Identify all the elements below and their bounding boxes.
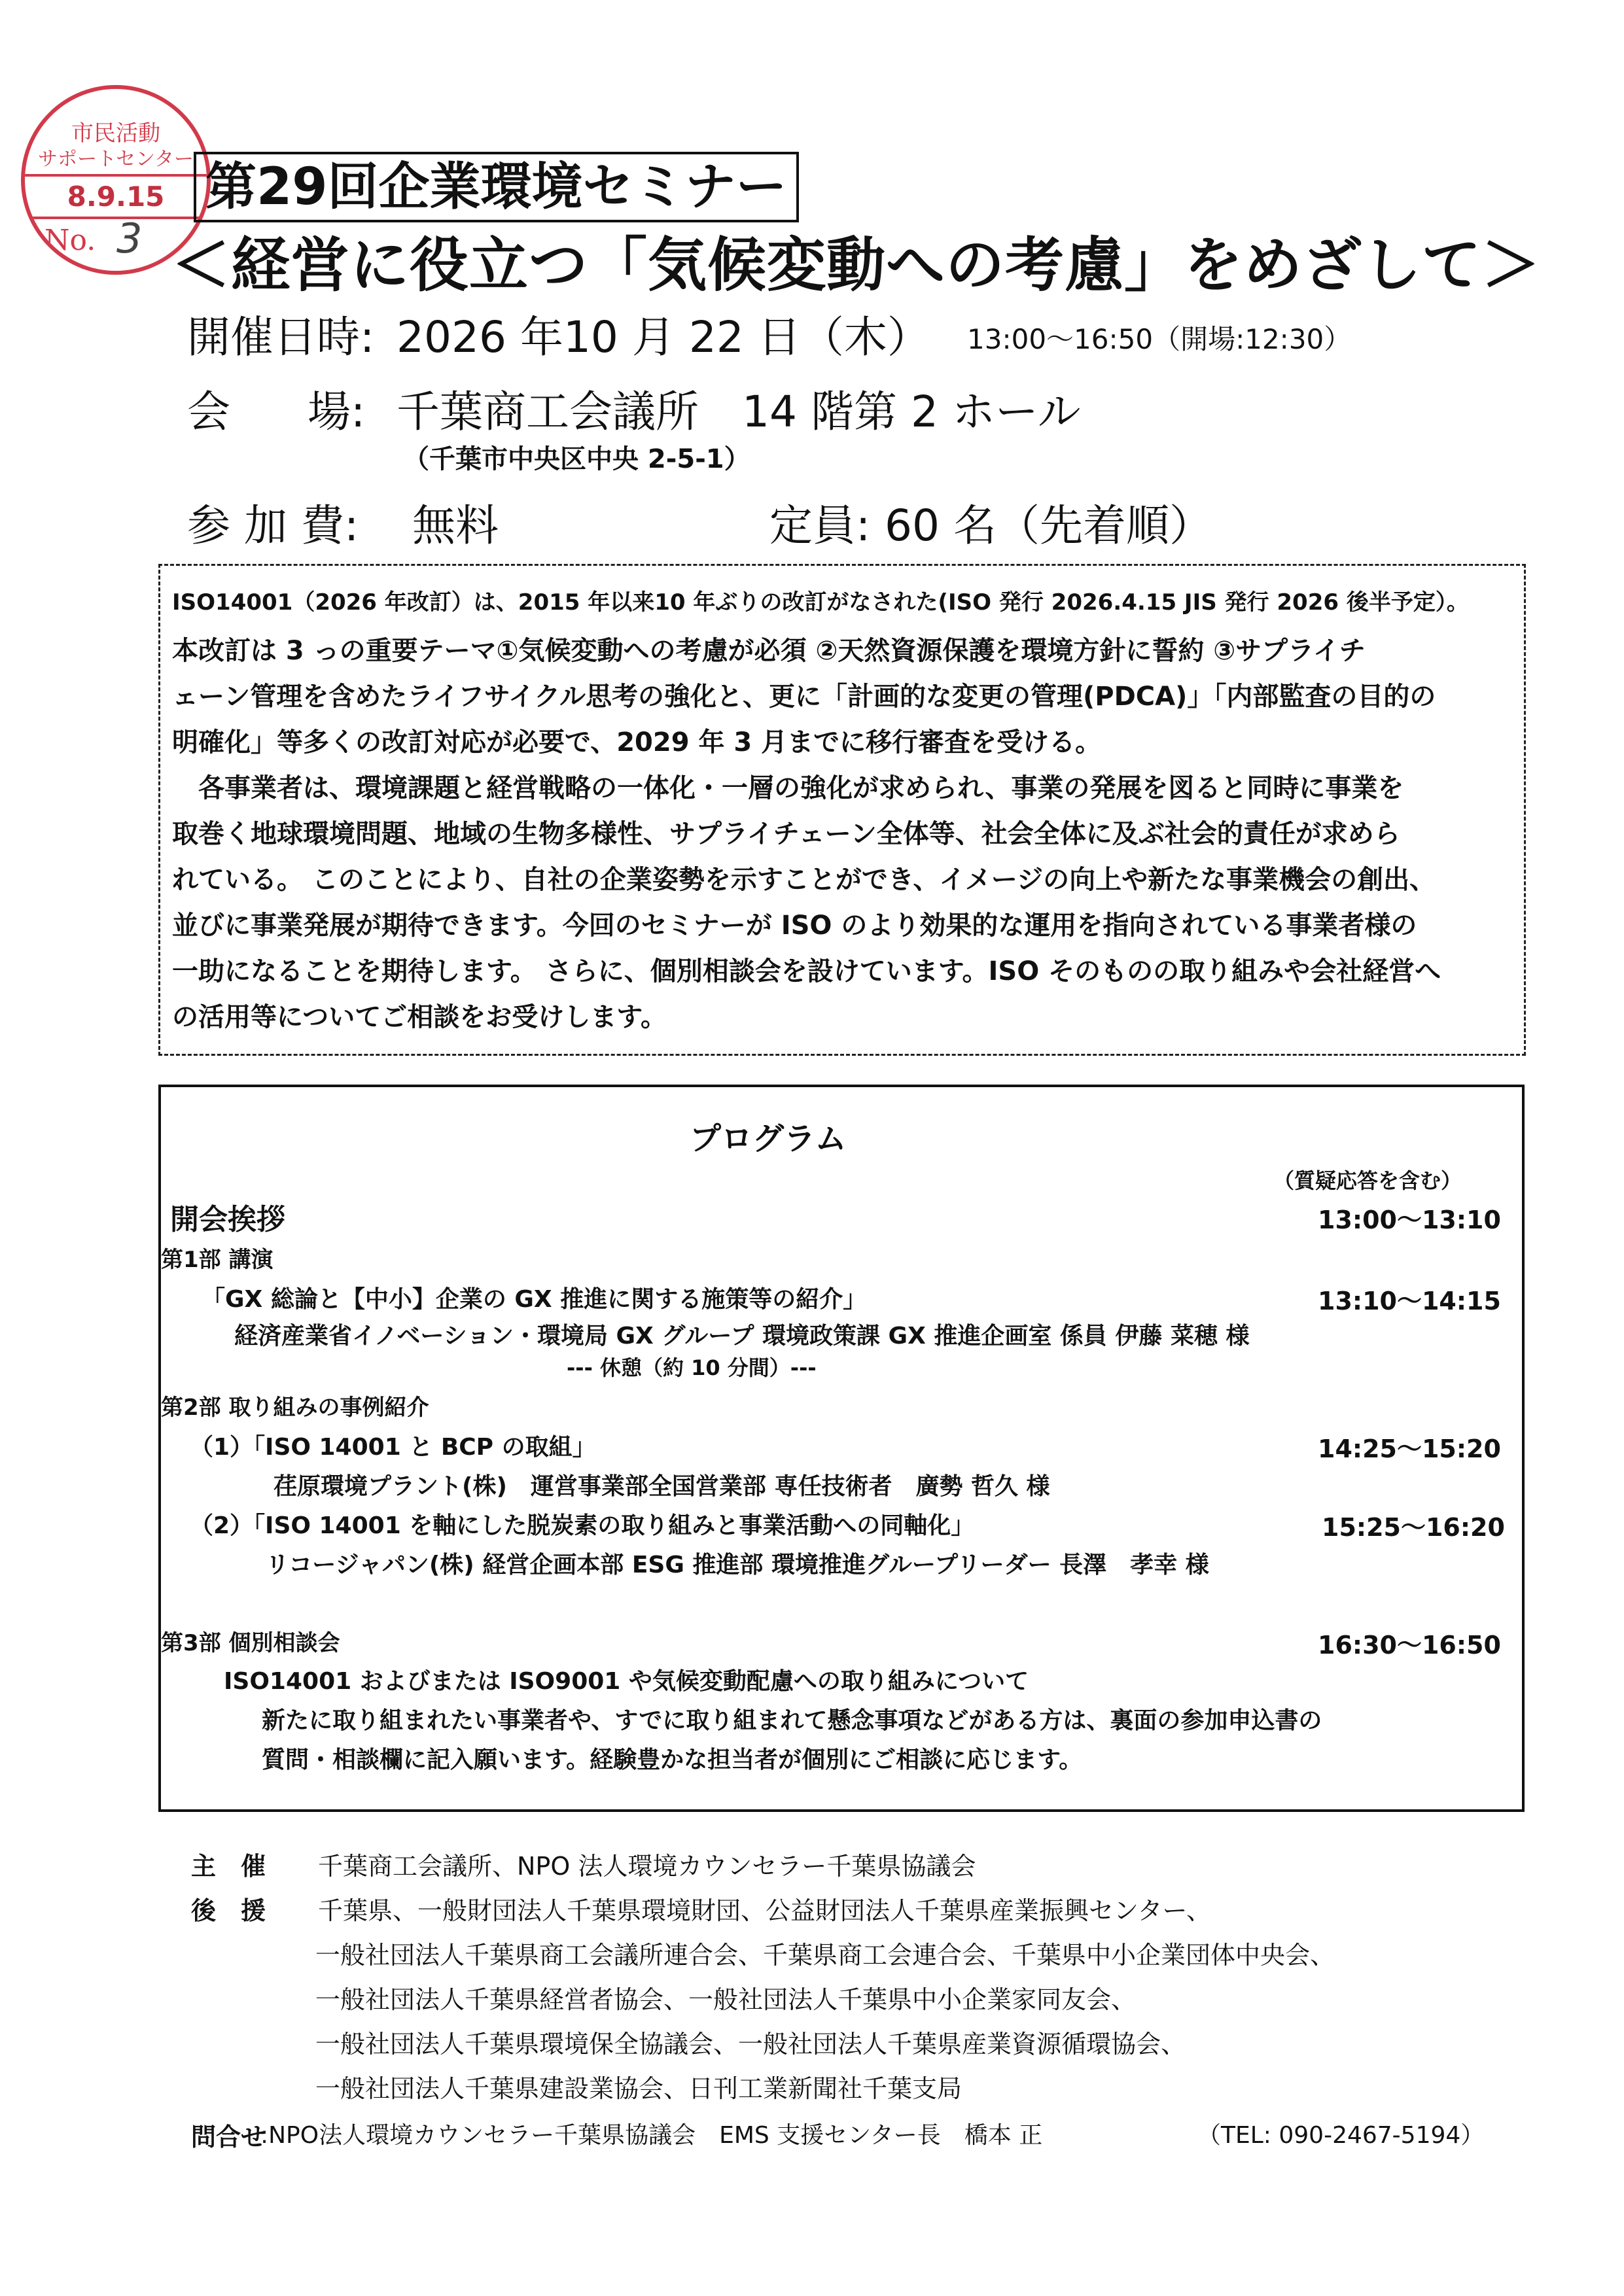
description-line: 明確化」等多くの改訂対応が必要で、2029 年 3 月までに移行審査を受ける。 (172, 727, 1102, 757)
organizer-value: 千葉商工会議所、NPO 法人環境カウンセラー千葉県協議会 (318, 1852, 976, 1881)
part3-time: 16:30～16:50 (1318, 1631, 1501, 1660)
part3-line2: 新たに取り組まれたい事業者や、すでに取り組まれて懸念事項などがある方は、裏面の参加申込書の (262, 1707, 1322, 1734)
description-line: の活用等についてご相談をお受けします。 (172, 1002, 667, 1032)
support-line: 千葉県、一般財団法人千葉県環境財団、公益財団法人千葉県産業振興センター、 (318, 1896, 1211, 1925)
part3-line3: 質問・相談欄に記入願います。経験豊かな担当者が個別にご相談に応じます。 (262, 1747, 1083, 1773)
description-line: 各事業者は、環境課題と経営戦略の一体化・一層の強化が求められ、事業の発展を図ると同時に事業を (198, 773, 1404, 803)
opening-label: 開会挨拶 (170, 1203, 285, 1236)
stamp-line1: 市民活動 (71, 120, 160, 147)
date-value: 2026 年10 月 22 日（木） (397, 312, 930, 362)
program-box (158, 1085, 1525, 1812)
fee-label: 参 加 費: (187, 500, 359, 551)
contact-label: 問合せ (191, 2123, 266, 2151)
case1-title: （1）「ISO 14001 と BCP の取組」 (190, 1434, 596, 1461)
case2-time: 15:25～16:20 (1322, 1513, 1505, 1542)
venue-value: 千葉商工会議所 14 階第 2 ホール (397, 387, 1081, 437)
page-title: 第29回企業環境セミナー (194, 152, 799, 222)
opening-time: 13:00～13:10 (1318, 1206, 1501, 1234)
program-title: プログラム (690, 1121, 847, 1157)
date-label: 開催日時: (187, 312, 375, 362)
stamp-date: 8.9.15 (67, 181, 165, 213)
organizer-label: 主 催 (191, 1852, 266, 1881)
contact-org: :NPO法人環境カウンセラー千葉県協議会 EMS 支援センター長 橋本 正 (260, 2122, 1043, 2149)
description-line: れている。 このことにより、自社の企業姿勢を示すことができ、イメージの向上や新たな事業機会の創出、 (172, 865, 1436, 895)
case1-speaker: 荏原環境プラント(株) 運営事業部全国営業部 専任技術者 廣勢 哲久 様 (274, 1473, 1050, 1500)
page-subtitle: ＜経営に役立つ「気候変動への考慮」をめざして＞ (171, 231, 1541, 300)
part3-line1: ISO14001 およびまたは ISO9001 や気候変動配慮への取り組みについて (224, 1668, 1029, 1695)
stamp-number: 3 (116, 215, 143, 262)
part3-title: 第3部 個別相談会 (161, 1630, 340, 1656)
stamp-no-label: No. (44, 224, 96, 257)
fee-value: 無料 (412, 500, 499, 551)
part1-time: 13:10～14:15 (1318, 1287, 1501, 1315)
case1-time: 14:25～15:20 (1318, 1435, 1501, 1463)
break-label: --- 休憩（約 10 分間）--- (567, 1355, 817, 1380)
part1-talk: 「GX 総論と【中小】企業の GX 推進に関する施策等の紹介」 (202, 1286, 867, 1313)
support-label: 後 援 (191, 1896, 266, 1925)
support-line: 一般社団法人千葉県商工会議所連合会、千葉県商工会連合会、千葉県中小企業団体中央会、 (315, 1941, 1335, 1970)
stamp-line2: サポートセンター (38, 148, 194, 171)
support-line: 一般社団法人千葉県経営者協会、一般社団法人千葉県中小企業家同友会、 (315, 1985, 1137, 2014)
description-line: 一助になることを期待します。 さらに、個別相談会を設けています。ISO そのものの取り組みや会社経営へ (172, 956, 1441, 986)
description-line: 並びに事業発展が期待できます。今回のセミナーが ISO のより効果的な運用を指向されている事業者様の (172, 911, 1417, 941)
part1-title: 第1部 講演 (161, 1247, 274, 1273)
support-line: 一般社団法人千葉県環境保全協議会、一般社団法人千葉県産業資源循環協会、 (315, 2030, 1186, 2059)
description-line: 取巻く地球環境問題、地域の生物多様性、サプライチェーン全体等、社会全体に及ぶ社会的責任が求めら (172, 819, 1400, 849)
description-line: 本改訂は 3 っの重要テーマ①気候変動への考慮が必須 ②天然資源保護を環境方針に誓約 ③サプライチ (172, 636, 1366, 666)
description-line: ェーン管理を含めたライフサイクル思考の強化と、更に「計画的な変更の管理(PDCA)」「内部監査の目的の (172, 682, 1436, 712)
part2-title: 第2部 取り組みの事例紹介 (161, 1395, 429, 1421)
part1-speaker: 経済産業省イノベーション・環境局 GX グループ 環境政策課 GX 推進企画室 係員 伊藤 菜穂 様 (234, 1323, 1250, 1349)
description-box (158, 564, 1526, 1056)
support-line: 一般社団法人千葉県建設業協会、日刊工業新聞社千葉支局 (315, 2074, 962, 2103)
time-value: 13:00～16:50（開場:12:30） (967, 323, 1352, 355)
capacity-value: 60 名（先着順） (885, 500, 1212, 551)
venue-label: 会 (187, 387, 230, 437)
contact-tel: （TEL: 090-2467-5194） (1197, 2122, 1485, 2149)
stamp-divider (25, 174, 207, 177)
program-note: （質疑応答を含む） (1273, 1168, 1462, 1193)
case2-speaker: リコージャパン(株) 経営企画本部 ESG 推進部 環境推進グループリーダー 長澤 孝幸 様 (266, 1552, 1209, 1578)
venue-label-2: 場: (308, 387, 366, 437)
case2-title: （2）「ISO 14001 を軸にした脱炭素の取り組みと事業活動への同軸化」 (190, 1512, 975, 1539)
description-line: ISO14001（2026 年改訂）は、2015 年以来10 年ぶりの改訂がなされた(ISO 発行 2026.4.15 JIS 発行 2026 後半予定）。 (172, 589, 1469, 616)
venue-address: （千葉市中央区中央 2-5-1） (403, 444, 750, 474)
capacity-label: 定員: (769, 500, 871, 551)
